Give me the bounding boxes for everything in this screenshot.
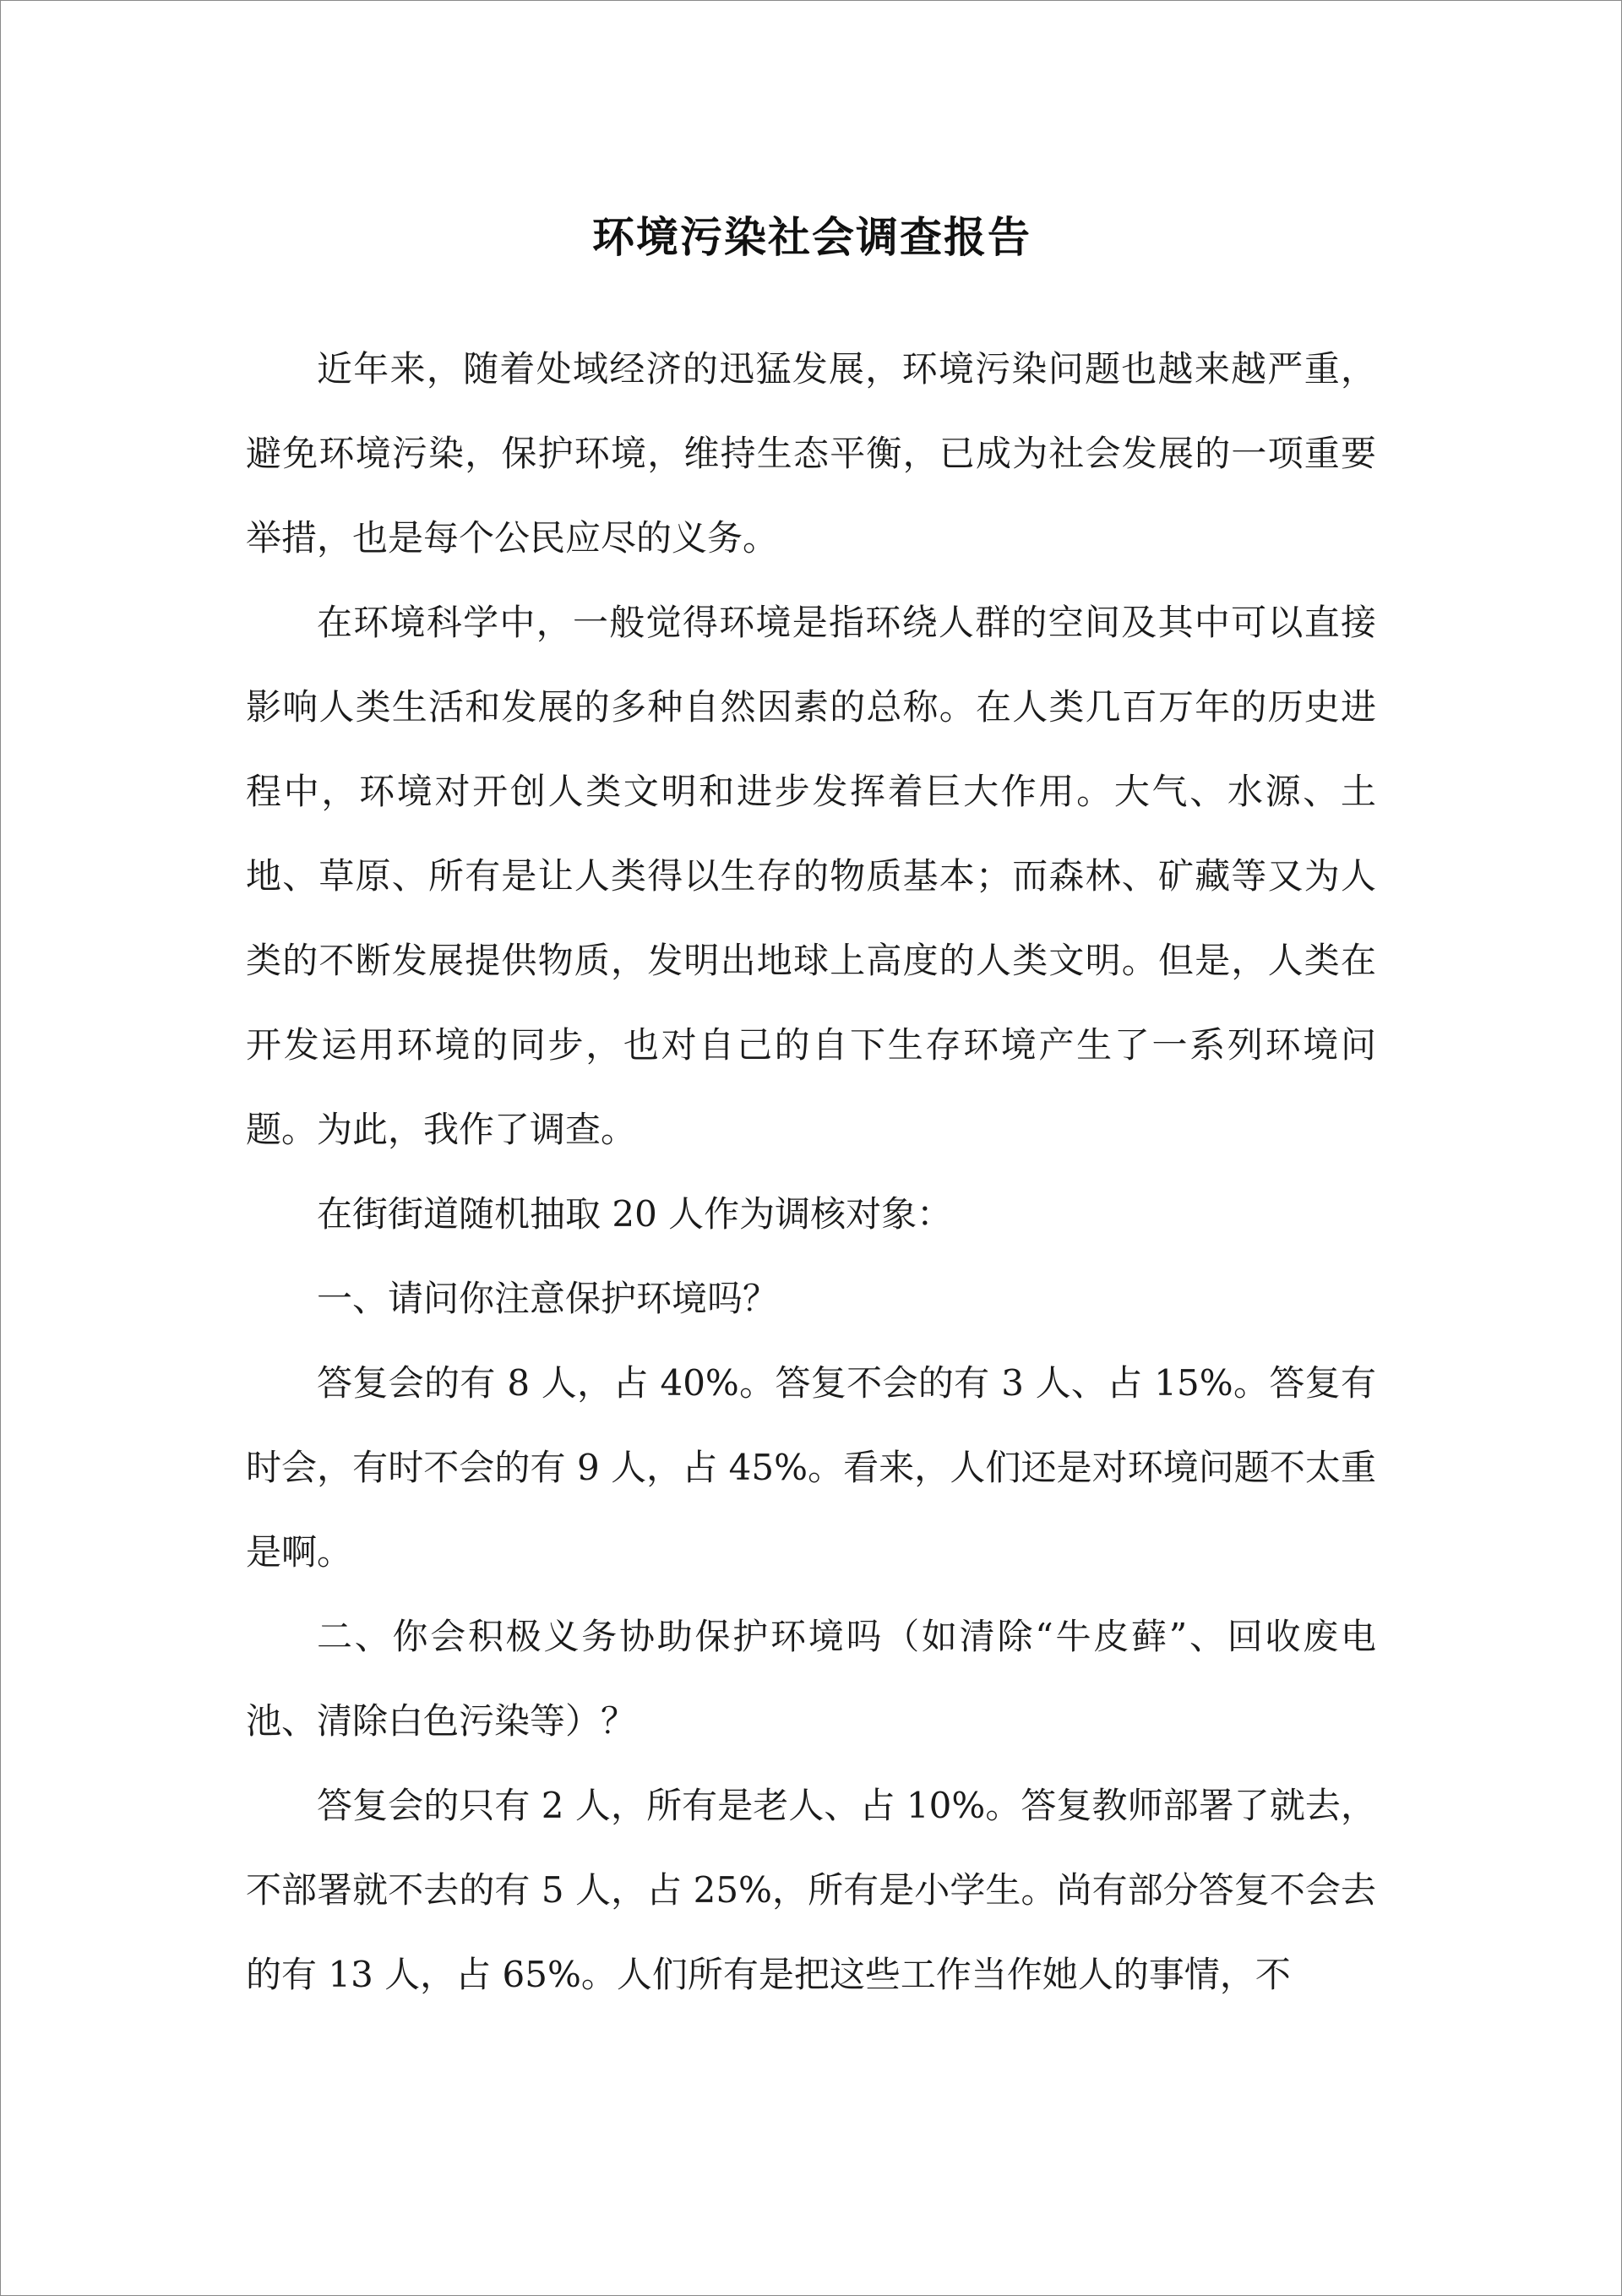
paragraph-answer-1: 答复会的有 8 人，占 40%。答复不会的有 3 人、占 15%。答复有时会，有时不会的有 9 人，占 45%。看来，人们还是对环境问题不太重是啊。 — [246, 1362, 1376, 1573]
paragraph-intro: 近年来，随着处域经济的迅猛发展，环境污染问题也越来越严重，避免环境污染，保护环境，维持生态平衡，已成为社会发展的一项重要举措，也是每个公民应尽的义务。 — [246, 348, 1376, 559]
document-body — [246, 327, 1376, 2017]
paragraph-question-1: 一、请问你注意保护环境吗？ — [317, 1278, 779, 1319]
paragraph-question-2: 二、你会积极义务协助保护环境吗（如清除“牛皮藓”、回收废电池、清除白色污染等）？ — [246, 1616, 1376, 1742]
document-title: 环境污染社会调查报告 — [592, 212, 1031, 262]
paragraph-survey-sample: 在街街道随机抽取 20 人作为调核对象： — [317, 1193, 953, 1235]
paragraph-answer-2: 答复会的只有 2 人，所有是老人、占 10%。答复教师部署了就去，不部署就不去的有 5 人，占 25%，所有是小学生。尚有部分答复不会去的有 13 人，占 65%。人们所有是把这些工作当作她人的事情，不 — [246, 1785, 1376, 1995]
paragraph-environment-science: 在环境科学中，一般觉得环境是指环绕人群的空间及其中可以直接影响人类生活和发展的多种自然因素的总称。在人类几百万年的历史进程中，环境对开创人类文明和进步发挥着巨大作用。大气、水源、土地、草原、所有是让人类得以生存的物质基本；而森林、矿藏等又为人类的不断发展提供物质，发明出地球上高度的人类文明。但是，人类在开发运用环境的同步，也对自己的自下生存环境产生了一系列环境问题。为此，我作了调查。 — [246, 602, 1376, 1150]
